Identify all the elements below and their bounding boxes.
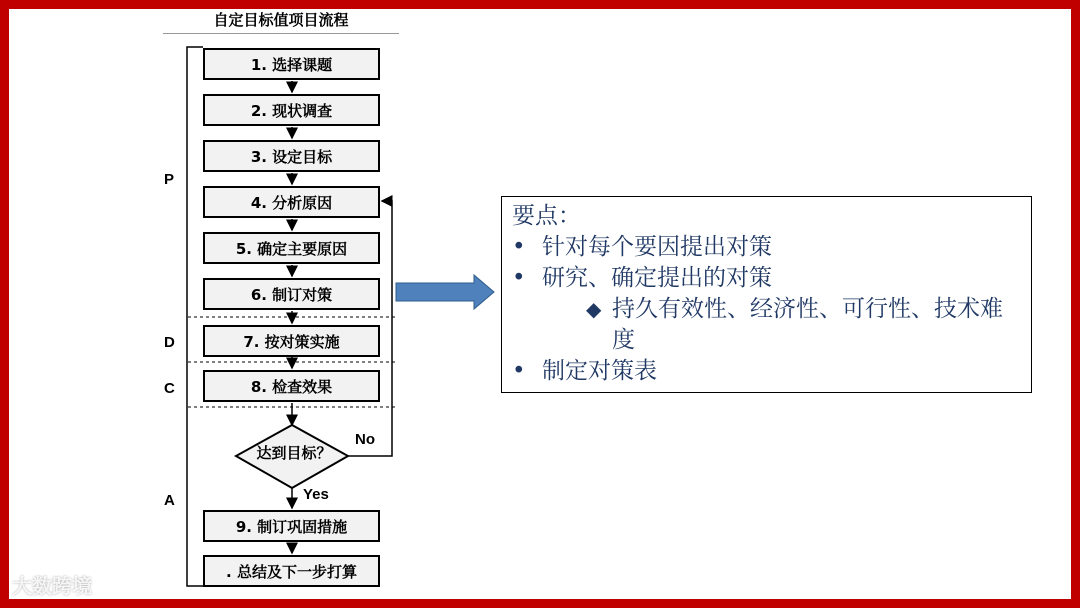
watermark: 大数跨境: [12, 574, 92, 598]
no-label: No: [355, 431, 375, 448]
step-6-box: 6. 制订对策: [203, 278, 380, 310]
sub-bullet-item: [512, 294, 1021, 356]
step-4-box: 4. 分析原因: [203, 186, 380, 218]
phase-a-label: A: [164, 492, 175, 509]
flowchart-title: 自定目标值项目流程: [163, 9, 399, 34]
diamond-bullet-icon: ◆: [586, 297, 602, 321]
bullet-dot: •: [512, 358, 526, 384]
step-10-box: . 总结及下一步打算: [203, 555, 380, 587]
bullet-item: [512, 232, 1021, 263]
bullet-text: 研究、确定提出的对策: [542, 265, 772, 291]
sub-bullet-text: 持久有效性、经济性、可行性、技术难度: [612, 296, 1003, 353]
bullet-text: 针对每个要因提出对策: [542, 234, 772, 260]
step-8-box: 8. 检查效果: [203, 370, 380, 402]
phase-d-label: D: [164, 334, 175, 351]
yes-label: Yes: [303, 486, 329, 503]
step-3-box: 3. 设定目标: [203, 140, 380, 172]
bullet-dot: •: [512, 265, 526, 291]
bullet-dot: •: [512, 234, 526, 260]
step-5-box: 5. 确定主要原因: [203, 232, 380, 264]
bullet-item: [512, 263, 1021, 294]
step-9-box: 9. 制订巩固措施: [203, 510, 380, 542]
key-points-panel: [501, 196, 1032, 393]
step-7-box: 7. 按对策实施: [203, 325, 380, 357]
phase-p-label: P: [164, 171, 175, 188]
bullet-text: 制定对策表: [542, 358, 657, 384]
phase-c-label: C: [164, 380, 175, 397]
step-1-box: 1. 选择课题: [203, 48, 380, 80]
decision-label: 达到目标？: [256, 444, 332, 462]
step-2-box: 2. 现状调查: [203, 94, 380, 126]
bullet-item: [512, 356, 1021, 387]
panel-heading: 要点：: [512, 203, 581, 229]
